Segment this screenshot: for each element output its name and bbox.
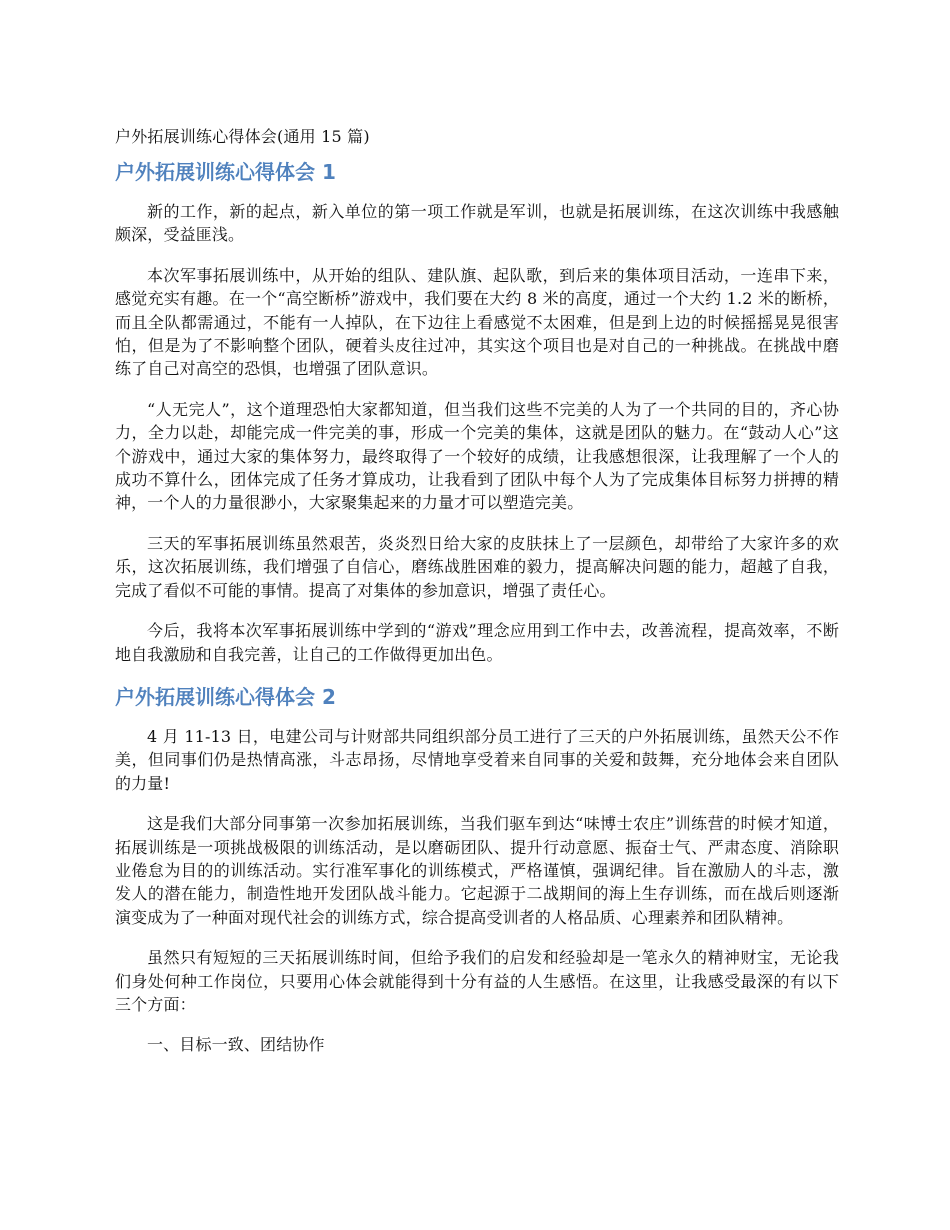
paragraph: 4 月 11-13 日，电建公司与计财部共同组织部分员工进行了三天的户外拓展训练，虽然天公不作美，但同事们仍是热情高涨，斗志昂扬，尽情地享受着来自同事的关爱和鼓舞，充分地体会来自团队的力量! [115,726,839,793]
paragraph: 本次军事拓展训练中，从开始的组队、建队旗、起队歌，到后来的集体项目活动，一连串下来，感觉充实有趣。在一个“高空断桥”游戏中，我们要在大约 8 米的高度，通过一个大约 1.2 米的断桥，而且全队都需通过，不能有一人掉队，在下边往上看感觉不太困难，但是到上边的时候摇摇晃晃很害怕，但是为了不影响整个团队，硬着头皮往过冲，其实这个项目也是对自己的一种挑战。在挑战中磨练了自己对高空的恐惧，也增强了团队意识。 [115,265,839,379]
subheading-paragraph: 一、目标一致、团结协作 [147,1035,325,1055]
paragraph: 虽然只有短短的三天拓展训练时间，但给予我们的启发和经验却是一笔永久的精神财宝，无论我们身处何种工作岗位，只要用心体会就能得到十分有益的人生感悟。在这里，让我感受最深的有以下三个方面： [115,948,839,1014]
document-body [115,124,839,1074]
document-title: 户外拓展训练心得体会(通用 15 篇) [115,127,370,146]
paragraph: 今后，我将本次军事拓展训练中学到的“游戏”理念应用到工作中去，改善流程，提高效率，不断地自我激励和自我完善，让自己的工作做得更加出色。 [115,621,839,664]
paragraph: 这是我们大部分同事第一次参加拓展训练，当我们驱车到达“味博士农庄”训练营的时候才知道，拓展训练是一项挑战极限的训练活动，是以磨砺团队、提升行动意愿、振奋士气、严肃态度、消除职业倦怠为目的的训练活动。实行准军事化的训练模式，严格谨慎，强调纪律。旨在激励人的斗志，激发人的潜在能力，制造性地开发团队战斗能力。它起源于二战期间的海上生存训练，而在战后则逐渐演变成为了一种面对现代社会的训练方式，综合提高受训者的人格品质、心理素养和团队精神。 [115,814,839,927]
paragraph: 三天的军事拓展训练虽然艰苦，炎炎烈日给大家的皮肤抹上了一层颜色，却带给了大家许多的欢乐，这次拓展训练，我们增强了自信心，磨练战胜困难的毅力，提高解决问题的能力，超越了自我，完成了看似不可能的事情。提高了对集体的参加意识，增强了责任心。 [115,533,839,600]
paragraph: 新的工作，新的起点，新入单位的第一项工作就是军训，也就是拓展训练，在这次训练中我感触颇深，受益匪浅。 [115,202,839,245]
paragraph: “人无完人”，这个道理恐怕大家都知道，但当我们这些不完美的人为了一个共同的目的，齐心协力，全力以赴，却能完成一件完美的事，形成一个完美的集体，这就是团队的魅力。在“鼓动人心”这个游戏中，通过大家的集体努力，最终取得了一个较好的成绩，让我感想很深，让我理解了一个人的成功不算什么，团体完成了任务才算成功，让我看到了团队中每个人为了完成集体目标努力拼搏的精神，一个人的力量很渺小，大家聚集起来的力量才可以塑造完美。 [115,399,839,513]
section-heading-1: 户外拓展训练心得体会 1 [115,160,336,184]
section-heading-2: 户外拓展训练心得体会 2 [115,684,336,709]
